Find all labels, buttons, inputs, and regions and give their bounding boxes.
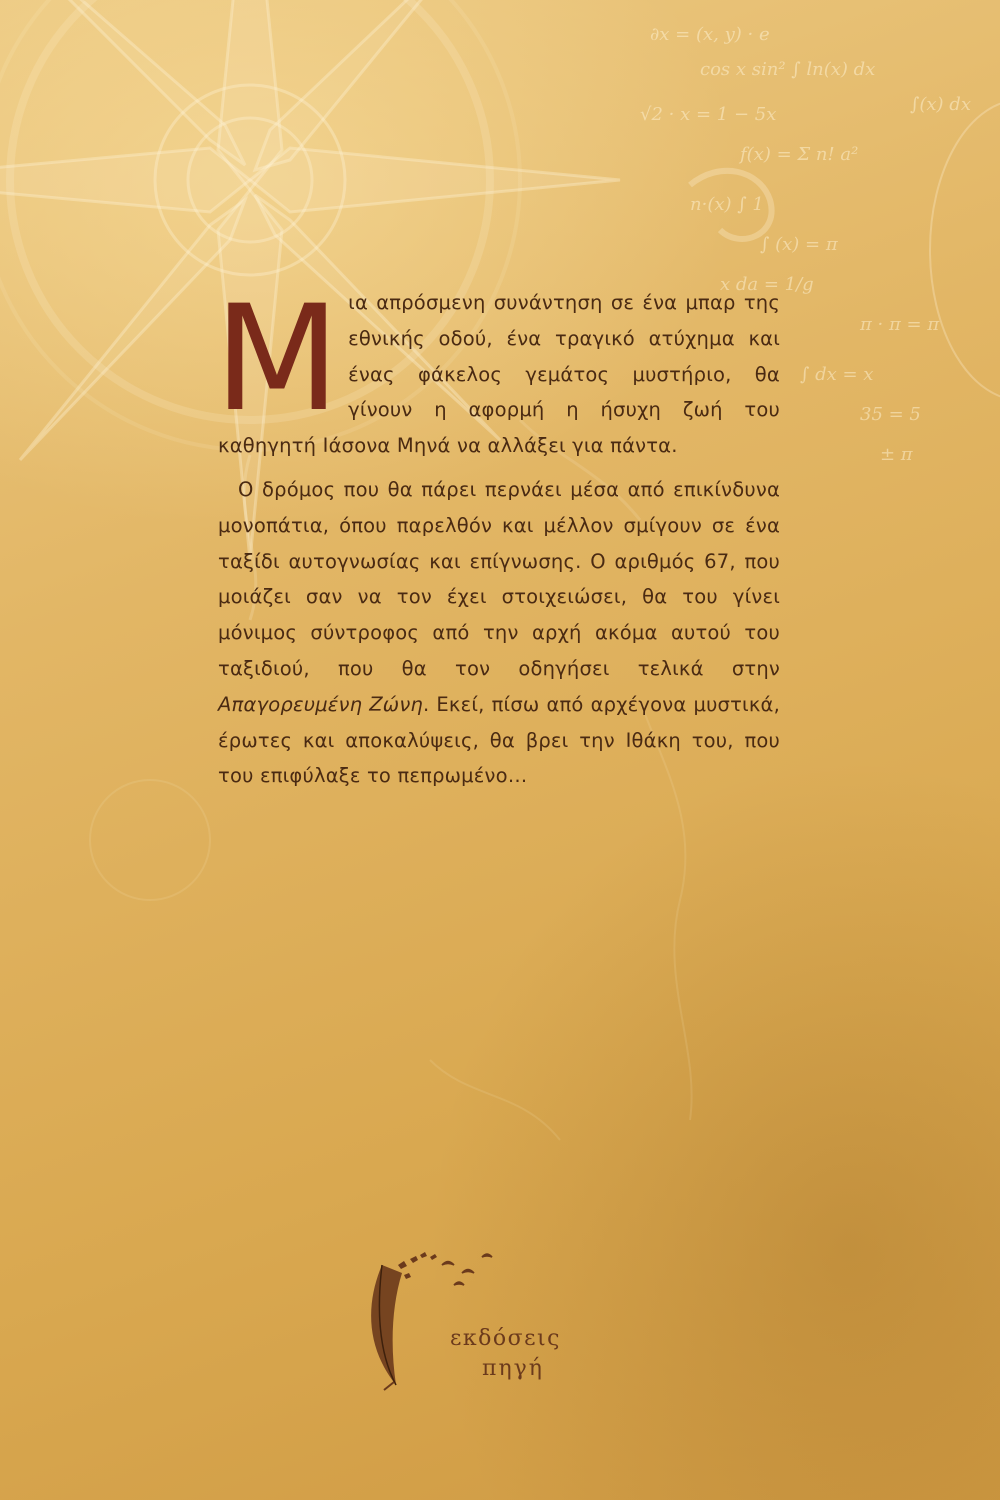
svg-text:x da = 1/g: x da = 1/g [720,274,814,295]
svg-text:cos x sin² ∫ ln(x) dx: cos x sin² ∫ ln(x) dx [700,59,876,80]
svg-text:∫ dx = x: ∫ dx = x [800,364,874,385]
svg-text:∂x = (x, y) · e: ∂x = (x, y) · e [650,24,770,45]
paragraph-1-text: ια απρόσμενη συνάντηση σε ένα μπαρ της εθνικής οδού, ένα τραγικό ατύχημα και ένας φάκελος γεμάτος μυστήριο, θα γίνουν η αφορμή η ήσυχη ζωή του καθηγητή Ιάσονα Μηνά να αλλάξει για πάντα. [218,291,780,458]
svg-text:n·(x) ∫ 1: n·(x) ∫ 1 [690,194,764,215]
svg-text:√2 · x = 1 − 5x: √2 · x = 1 − 5x [640,104,777,125]
svg-text:∫(x) dx: ∫(x) dx [910,94,971,115]
paragraph-2-text-a: Ο δρόμος που θα πάρει περνάει μέσα από επικίνδυνα μονοπάτια, όπου παρελθόν και μέλλον σμίγουν σε ένα ταξίδι αυτογνωσίας και επίγνωσης. Ο αριθμός 67, που μοιάζει σαν να τον έχει στοιχειώσει, θα του γίνει μόνιμος σύντροφος από την αρχή ακόμα αυτού του ταξιδιού, που θα τον οδηγήσει τελικά στην [218,477,780,680]
publisher-logo [362,1245,632,1395]
drop-cap: Μ [214,274,341,444]
svg-text:f(x) = Σ n! a²: f(x) = Σ n! a² [740,144,859,165]
publisher-line1: εκδόσεις [450,1326,561,1351]
book-title: Απαγορευμένη Ζώνη [218,692,423,716]
svg-text:∫ (x) = π: ∫ (x) = π [760,234,838,255]
svg-text:π · π = π: π · π = π [860,314,940,335]
publisher-line2: πηγή [482,1356,544,1381]
paragraph-2-text-b: . Εκεί, πίσω από αρχέγονα μυστικά, έρωτες και αποκαλύψεις, θα βρει την Ιθάκη του, που του επιφύλαξε το πεπρωμένο… [218,692,780,788]
paragraph-2 [218,472,780,794]
svg-text:35 = 5: 35 = 5 [860,404,921,425]
feather-with-birds-icon [371,1252,492,1390]
svg-text:± π: ± π [880,444,913,465]
